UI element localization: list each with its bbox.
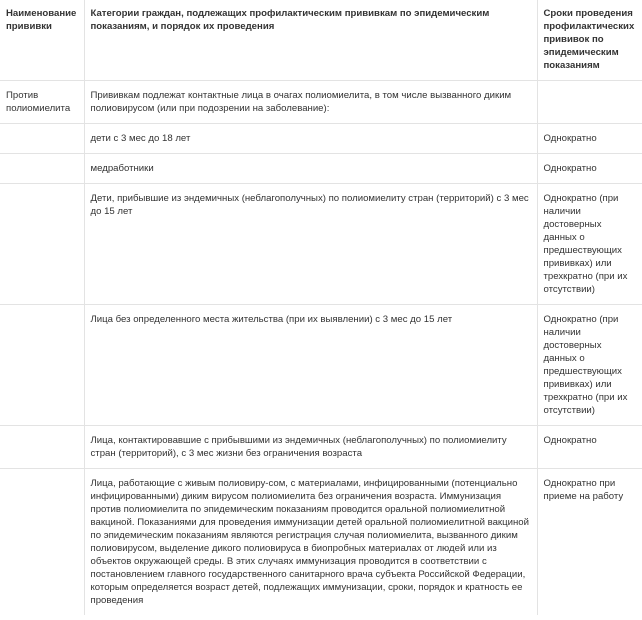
row-vaccine-name	[0, 124, 84, 154]
table-row	[0, 184, 642, 305]
header-vaccine-name: Наименование прививки	[6, 8, 77, 32]
row-category: Лица, работающие с живым полиовиру-сом, с материалами, инфицированными (потенциально инфицированными) диким вирусом полиомиелита без ограничения возраста. Иммунизация против полиомиелита по эпидемическим показаниям проводится оральной полиомиелитной вакциной. Показаниями для проведения иммунизации детей оральной полиомиелитной вакциной по эпидемическим показаниям являются регистрация случая полиомиелита, вызванного диким полиовирусом, выделение дикого полиовируса в биопробных материалах от людей или из объектов окружающей среды. В этих случаях иммунизация проводится в соответствии с постановлением главного государственного санитарного врача субъекта Российской Федерации, которым определяется возраст детей, подлежащих иммунизации, сроки, порядок и кратность ее проведения	[84, 469, 537, 616]
table-row	[0, 124, 642, 154]
row-term: Однократно (при наличии достоверных данных о предшествующих прививках) или трехкратно (при их отсутствии)	[537, 184, 642, 305]
row-vaccine-name: Против полиомиелита	[0, 81, 84, 124]
row-category: дети с 3 мес до 18 лет	[84, 124, 537, 154]
row-category: Лица без определенного места жительства (при их выявлении) с 3 мес до 15 лет	[84, 305, 537, 426]
row-category: Дети, прибывшие из эндемичных (неблагополучных) по полиомиелиту стран (территорий) с 3 мес до 15 лет	[84, 184, 537, 305]
row-vaccine-name	[0, 426, 84, 469]
row-term: Однократно (при наличии достоверных данных о предшествующих прививках) или трехкратно (при их отсутствии)	[537, 305, 642, 426]
row-term: Однократно	[537, 426, 642, 469]
row-vaccine-name	[0, 305, 84, 426]
row-term: Однократно при приеме на работу	[537, 469, 642, 616]
row-vaccine-name	[0, 469, 84, 616]
header-categories: Категории граждан, подлежащих профилактическим прививкам по эпидемическим показаниям, и порядок их проведения	[84, 0, 537, 81]
table-row	[0, 305, 642, 426]
row-category: Лица, контактировавшие с прибывшими из эндемичных (неблагополучных) по полиомиелиту стран (территорий), с 3 мес жизни без ограничения возраста	[84, 426, 537, 469]
header-terms: Сроки проведения профилактических прививок по эпидемическим показаниям	[537, 0, 642, 81]
table-row	[0, 81, 642, 124]
table-row	[0, 154, 642, 184]
row-vaccine-name	[0, 184, 84, 305]
row-vaccine-name	[0, 154, 84, 184]
row-term	[537, 81, 642, 124]
table-row	[0, 426, 642, 469]
table-header-row	[0, 0, 642, 81]
row-term: Однократно	[537, 154, 642, 184]
row-category: медработники	[84, 154, 537, 184]
table-row	[0, 469, 642, 616]
row-category: Прививкам подлежат контактные лица в очагах полиомиелита, в том числе вызванного диким полиовирусом (или при подозрении на заболевание):	[84, 81, 537, 124]
row-term: Однократно	[537, 124, 642, 154]
